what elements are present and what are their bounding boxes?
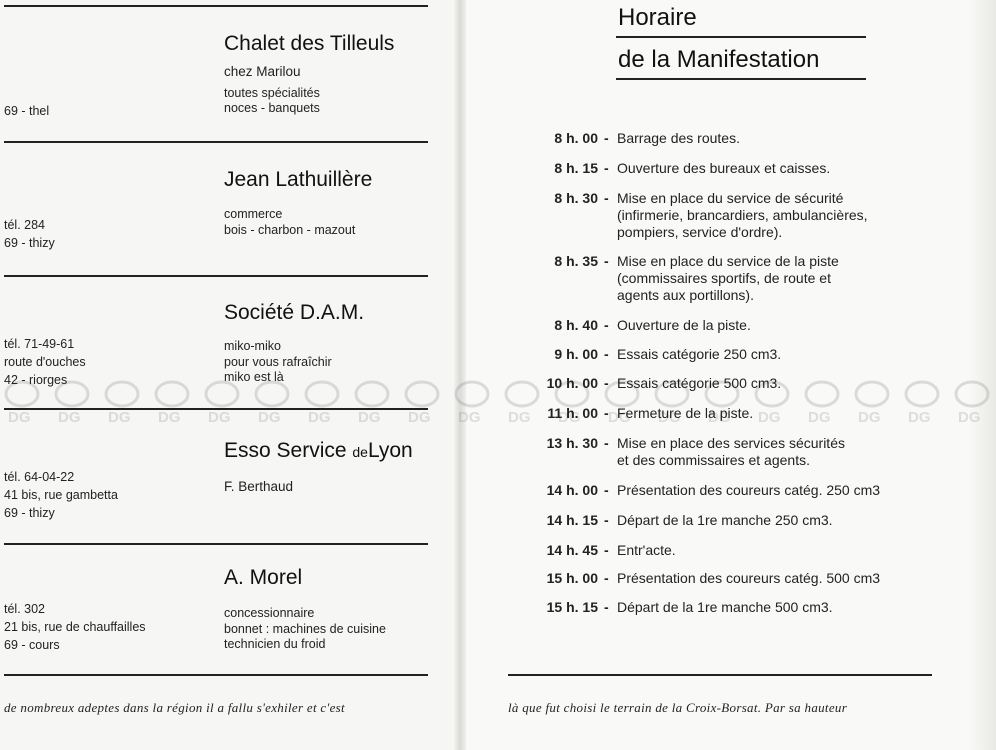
schedule-time: 14 h. 45 bbox=[546, 542, 598, 558]
ad-address-chalet bbox=[4, 102, 49, 120]
desc-line: (infirmerie, brancardiers, ambulancières, bbox=[617, 207, 868, 223]
title-line-1: Horaire bbox=[618, 4, 697, 31]
schedule-desc bbox=[617, 130, 909, 147]
desc-line: Essais catégorie 500 cm3. bbox=[617, 375, 782, 391]
ad-line: technicien du froid bbox=[224, 637, 326, 651]
ad-line: commerce bbox=[224, 207, 283, 221]
address-line: 69 - thizy bbox=[4, 236, 55, 250]
ad-title-esso-main: Esso Service bbox=[224, 439, 347, 462]
ad-title-chalet: Chalet des Tilleuls bbox=[224, 32, 395, 55]
ad-title-morel: A. Morel bbox=[224, 566, 303, 589]
address-line: 42 - riorges bbox=[4, 373, 68, 387]
rule-divider bbox=[4, 275, 428, 277]
schedule-dash: - bbox=[604, 512, 609, 528]
address-line: 69 - thizy bbox=[4, 506, 55, 520]
ad-line: noces - banquets bbox=[224, 101, 320, 115]
desc-line: agents aux portillons). bbox=[617, 287, 754, 303]
desc-line: Mise en place des services sécurités bbox=[617, 435, 845, 451]
ad-lines-morel bbox=[224, 606, 386, 653]
ad-lines-lathuillere bbox=[224, 207, 355, 238]
ad-lines-esso bbox=[224, 479, 293, 495]
rule-bottom-right bbox=[508, 674, 932, 676]
schedule-desc bbox=[617, 570, 909, 587]
schedule-time: 8 h. 40 bbox=[554, 317, 598, 333]
schedule-desc bbox=[617, 375, 909, 392]
title-underline-2 bbox=[616, 78, 866, 80]
schedule-time: 10 h. 00 bbox=[546, 375, 598, 391]
address-line: tél. 302 bbox=[4, 602, 46, 616]
address-line: 21 bis, rue de chauffailles bbox=[4, 620, 146, 634]
schedule-time: 8 h. 00 bbox=[554, 130, 598, 146]
schedule-desc bbox=[617, 482, 909, 499]
schedule-time: 9 h. 00 bbox=[554, 346, 598, 362]
desc-line: Présentation des coureurs catég. 250 cm3 bbox=[617, 482, 881, 498]
schedule-dash: - bbox=[604, 375, 609, 391]
ad-title-esso bbox=[224, 439, 413, 463]
schedule-dash: - bbox=[604, 570, 609, 586]
ad-address-esso bbox=[4, 468, 118, 522]
footer-right: là que fut choisi le terrain de la Croix-Borsat. Par sa hauteur bbox=[508, 700, 848, 715]
desc-line: Mise en place du service de la piste bbox=[617, 253, 839, 269]
schedule-desc bbox=[617, 253, 909, 304]
schedule-desc bbox=[617, 346, 909, 363]
address-line: 69 - cours bbox=[4, 638, 60, 652]
schedule-desc bbox=[617, 435, 909, 469]
ad-line: bois - charbon - mazout bbox=[224, 222, 356, 237]
schedule-dash: - bbox=[604, 160, 609, 176]
ad-line: concessionnaire bbox=[224, 606, 315, 620]
ad-address-morel bbox=[4, 600, 146, 654]
ad-title-esso-end: Lyon bbox=[367, 439, 413, 462]
ad-title-esso-small: de bbox=[352, 444, 368, 460]
schedule-time: 14 h. 15 bbox=[546, 512, 598, 528]
rule-bottom-left bbox=[4, 674, 428, 676]
address-line: 41 bis, rue gambetta bbox=[4, 488, 118, 502]
ad-title-dam: Société D.A.M. bbox=[224, 301, 365, 324]
desc-line: Mise en place du service de sécurité bbox=[617, 190, 844, 206]
schedule-dash: - bbox=[604, 435, 609, 451]
ad-line: miko est là bbox=[224, 370, 284, 384]
desc-line: Ouverture de la piste. bbox=[617, 317, 751, 333]
address-line: route d'ouches bbox=[4, 355, 86, 369]
desc-line: et des commissaires et agents. bbox=[617, 452, 810, 468]
ad-lines-dam bbox=[224, 339, 332, 386]
schedule-time: 15 h. 00 bbox=[546, 570, 598, 586]
desc-line: pompiers, service d'ordre). bbox=[617, 224, 783, 240]
schedule-desc bbox=[617, 512, 909, 529]
schedule-dash: - bbox=[604, 253, 609, 269]
ad-line: chez Marilou bbox=[224, 64, 301, 79]
schedule-desc bbox=[617, 160, 909, 177]
schedule-desc bbox=[617, 405, 909, 422]
schedule-dash: - bbox=[604, 405, 609, 421]
desc-line: Départ de la 1re manche 500 cm3. bbox=[617, 599, 833, 615]
page-edge bbox=[968, 0, 996, 750]
desc-line: Présentation des coureurs catég. 500 cm3 bbox=[617, 570, 881, 586]
schedule-dash: - bbox=[604, 346, 609, 362]
schedule-time: 8 h. 35 bbox=[554, 253, 598, 269]
ad-title-lathuillere: Jean Lathuillère bbox=[224, 168, 373, 191]
ad-line: pour vous rafraîchir bbox=[224, 354, 332, 369]
schedule-time: 13 h. 30 bbox=[546, 435, 598, 451]
rule-divider bbox=[4, 408, 428, 410]
title-underline-1 bbox=[616, 36, 866, 38]
ad-line: bonnet : machines de cuisine bbox=[224, 621, 386, 636]
schedule-desc bbox=[617, 542, 909, 559]
desc-line: Essais catégorie 250 cm3. bbox=[617, 346, 782, 362]
schedule-time: 8 h. 30 bbox=[554, 190, 598, 206]
schedule-dash: - bbox=[604, 599, 609, 615]
ad-address-lathuillere bbox=[4, 216, 55, 252]
desc-line: (commissaires sportifs, de route et bbox=[617, 270, 831, 286]
schedule-time: 11 h. 00 bbox=[547, 405, 598, 421]
ad-line: miko-miko bbox=[224, 339, 281, 353]
title-line-2: de la Manifestation bbox=[618, 46, 820, 73]
footer-left: de nombreux adeptes dans la région il a fallu s'exhiler et c'est bbox=[4, 700, 345, 715]
ad-line: F. Berthaud bbox=[224, 479, 294, 494]
address-line: tél. 284 bbox=[4, 218, 46, 232]
address-line: tél. 64-04-22 bbox=[4, 470, 75, 484]
desc-line: Départ de la 1re manche 250 cm3. bbox=[617, 512, 833, 528]
schedule-time: 14 h. 00 bbox=[546, 482, 598, 498]
schedule-dash: - bbox=[604, 482, 609, 498]
rule-divider bbox=[4, 141, 428, 143]
desc-line: Entr'acte. bbox=[617, 542, 676, 558]
ad-address-dam bbox=[4, 335, 86, 389]
schedule-dash: - bbox=[604, 542, 609, 558]
desc-line: Barrage des routes. bbox=[617, 130, 740, 146]
schedule-dash: - bbox=[604, 130, 609, 146]
desc-line: Fermeture de la piste. bbox=[617, 405, 754, 421]
ad-lines-chalet bbox=[224, 64, 320, 117]
ad-line: toutes spécialités bbox=[224, 85, 320, 100]
schedule-desc bbox=[617, 317, 909, 334]
schedule-time: 15 h. 15 bbox=[546, 599, 598, 615]
schedule-time: 8 h. 15 bbox=[554, 160, 598, 176]
schedule-dash: - bbox=[604, 190, 609, 206]
address-line: 69 - thel bbox=[4, 104, 50, 118]
rule-divider bbox=[4, 543, 428, 545]
address-line: tél. 71-49-61 bbox=[4, 337, 75, 351]
schedule-desc bbox=[617, 190, 909, 241]
page-fold bbox=[454, 0, 466, 750]
schedule-dash: - bbox=[604, 317, 609, 333]
desc-line: Ouverture des bureaux et caisses. bbox=[617, 160, 831, 176]
schedule-desc bbox=[617, 599, 909, 616]
rule-top-left bbox=[4, 5, 428, 7]
